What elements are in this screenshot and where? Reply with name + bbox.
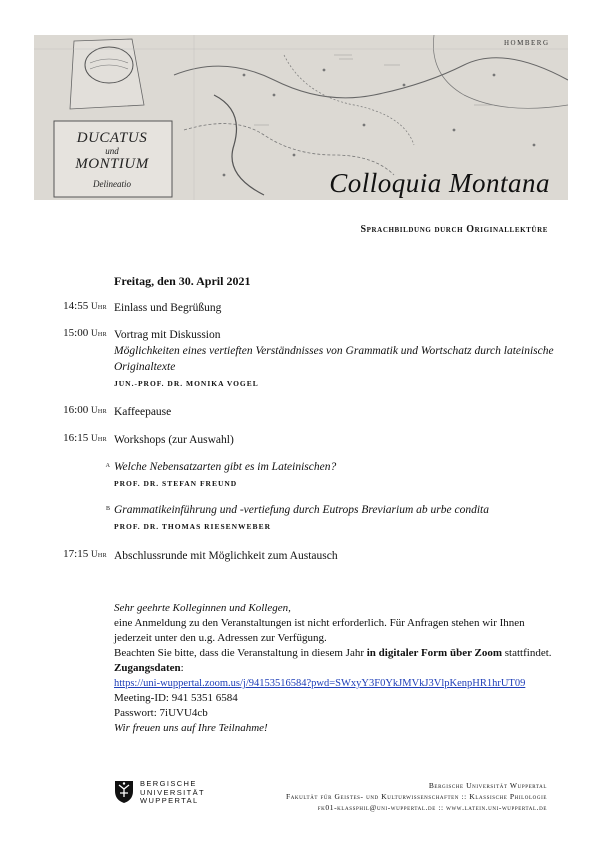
- schedule-time: 15:00 Uhr: [63, 327, 107, 339]
- closing-line: Wir freuen uns auf Ihre Teilnahme!: [114, 722, 268, 734]
- speaker-name: JUN.-PROF. DR. MONIKA VOGEL: [114, 379, 259, 388]
- workshop-marker: b: [105, 502, 110, 512]
- footer-contact-links[interactable]: fk01-klassphil@uni-wuppertal.de :: www.latein.uni-wuppertal.de: [317, 803, 547, 812]
- schedule-content: [114, 300, 554, 316]
- schedule-time: 17:15 Uhr: [63, 548, 107, 560]
- workshop-topic: Welche Nebensatzarten gibt es im Lateinischen?: [114, 461, 337, 473]
- passcode: Passwort: 7iUVU4cb: [114, 707, 208, 719]
- zoom-note: Beachten Sie bitte, dass die Veranstaltung in diesem Jahr in digitaler Form über Zoom stattfindet.: [114, 647, 552, 659]
- footer-faculty: Fakultät für Geistes- und Kulturwissenschaften :: Klassische Philologie: [285, 792, 547, 801]
- map-label-montium: MONTIUM: [75, 156, 149, 172]
- header-banner: [34, 35, 568, 200]
- schedule-title: Workshops (zur Auswahl): [114, 434, 234, 446]
- section-heading: Sprachbildung durch Originallektüre: [360, 224, 548, 235]
- schedule-title: Abschlussrunde mit Möglichkeit zum Austausch: [114, 550, 338, 562]
- schedule-content: [114, 548, 554, 564]
- schedule-title: Einlass und Begrüßung: [114, 302, 222, 314]
- workshop-topic: Grammatikeinführung und -vertiefung durch Eutrops Breviarium ab urbe condita: [114, 504, 489, 516]
- schedule-title: Vortrag mit Diskussion: [114, 329, 221, 341]
- workshop-marker: a: [105, 459, 110, 469]
- schedule-content: [114, 404, 554, 420]
- map-cartouche: [56, 131, 168, 189]
- footer-contact: [286, 780, 547, 813]
- speaker-name: PROF. DR. STEFAN FREUND: [114, 479, 238, 488]
- map-label-homberg: HOMBERG: [504, 39, 550, 47]
- university-logo: [113, 778, 223, 804]
- registration-note: eine Anmeldung zu den Veranstaltungen ist nicht erforderlich. Für Anfragen stehen wir Ihnen jederzeit unter den u.g. Adressen zur Verfügung.: [114, 617, 525, 644]
- schedule-time: 16:15 Uhr: [63, 432, 107, 444]
- schedule-title: Kaffeepause: [114, 406, 172, 418]
- workshop-content: [114, 502, 554, 532]
- schedule-time: 14:55 Uhr: [63, 300, 107, 312]
- meeting-id: Meeting-ID: 941 5351 6584: [114, 692, 238, 704]
- map-label-ducatus: DUCATUS: [76, 130, 148, 146]
- map-label-delineatio: Delineatio: [93, 179, 131, 189]
- speaker-name: PROF. DR. THOMAS RIESENWEBER: [114, 522, 271, 531]
- schedule-content: [114, 327, 554, 389]
- map-label-sub: und: [105, 146, 119, 156]
- university-emblem-icon: [113, 778, 135, 804]
- logo-text: BERGISCHE UNIVERSITÄT WUPPERTAL: [140, 779, 205, 805]
- talk-topic: Möglichkeiten eines vertieften Verständnisses von Grammatik und Wortschatz durch lateinische Originaltexte: [114, 345, 554, 373]
- schedule-time: 16:00 Uhr: [63, 404, 107, 416]
- series-title: Colloquia Montana: [329, 168, 550, 198]
- schedule-content: [114, 432, 554, 448]
- info-block: [114, 601, 554, 736]
- workshop-content: [114, 459, 554, 489]
- access-label: Zugangsdaten:: [114, 662, 184, 674]
- zoom-link[interactable]: https://uni-wuppertal.zoom.us/j/94153516584?pwd=SWxyY3F0YkJMVkJ3VlpKenpHR1hrUT09: [114, 678, 526, 689]
- greeting: Sehr geehrte Kolleginnen und Kollegen,: [114, 602, 291, 614]
- date-heading: Freitag, den 30. April 2021: [114, 274, 251, 288]
- footer-university: Bergische Universität Wuppertal: [428, 781, 547, 790]
